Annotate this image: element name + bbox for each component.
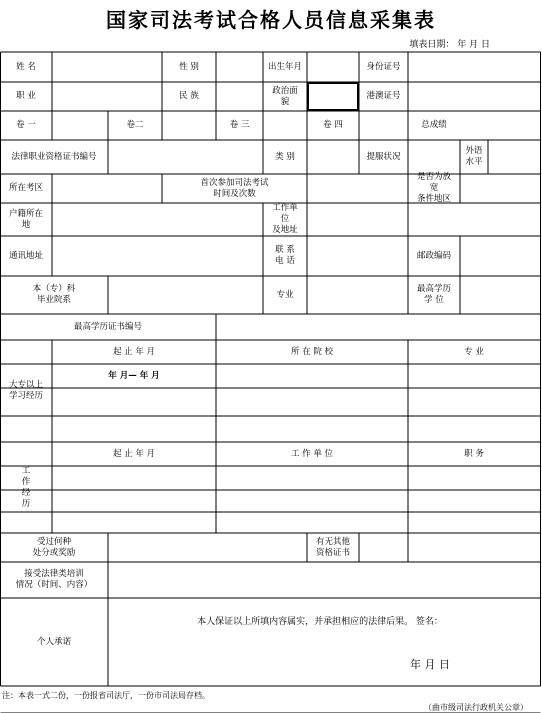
exam-area-label: 所在考区 — [8, 183, 43, 193]
promise-text: 本人保证以上所填内容属实，并承担相应的法律后果。 签名： — [197, 617, 443, 627]
work-unit-header: 工 作 单 位 — [290, 448, 334, 459]
pledge-label: 个人承诺 — [36, 636, 71, 647]
study-experience-label: 大专以上 学习经历 — [8, 380, 43, 401]
category-label: 类 别 — [275, 151, 295, 162]
cert-number-label: 法律职业资格证书编号 — [11, 151, 97, 162]
form-title: 国家司法考试合格人员信息采集表 — [106, 8, 436, 32]
paper2-label: 卷二 — [126, 120, 144, 130]
duty-header: 职 务 — [464, 448, 484, 459]
stamp-note: （曲市级司法行政机关公章） — [424, 703, 528, 712]
selected-cell[interactable] — [307, 82, 359, 111]
phone-label: 联 系 电 话 — [275, 245, 295, 266]
highest-education-label: 最高学历 学 位 — [416, 284, 451, 305]
paper1-label: 卷 一 — [16, 120, 36, 130]
work-unit-label: 工作单 位 及地址 — [272, 203, 298, 235]
work-experience-label: 工 作 经 历 — [21, 465, 31, 509]
paper3-label: 卷 三 — [229, 120, 250, 130]
study-period-header: 起 止 年 月 — [112, 346, 156, 357]
id-number-label: 身份证号 — [366, 61, 401, 72]
first-exam-label: 首次参加司法考试 时间及次数 — [200, 177, 269, 199]
study-major-header: 专 业 — [464, 346, 484, 357]
foreign-language-label: 外语 水平 — [465, 146, 483, 167]
sign-date: 年 月 日 — [410, 658, 450, 671]
hk-pass-label: 港澳证号 — [366, 91, 401, 101]
ethnicity-label: 民 族 — [179, 91, 199, 101]
birth-label: 出生年月 — [267, 61, 302, 72]
politics-label: 政治面 貌 — [272, 85, 298, 107]
relaxed-region-label: 是否为放 宽 条件地区 — [416, 172, 451, 204]
training-label: 接受法律类培训 情况（时间、内容） — [15, 569, 93, 590]
status-label: 提服状况 — [366, 151, 401, 162]
college-label: 本（专）科 毕业院系 — [32, 284, 76, 305]
hukou-label: 户籍所在 地 — [8, 208, 43, 230]
work-period-header: 起 止 年 月 — [112, 448, 156, 459]
highest-cert-label: 最高学历证书编号 — [73, 321, 142, 332]
gender-label: 性 别 — [179, 61, 199, 72]
total-score-label: 总成绩 — [421, 120, 447, 130]
address-label: 通讯地址 — [8, 250, 43, 261]
school-header: 所 在 院 校 — [290, 346, 334, 357]
footnote: 注：本表一式二份，一份报省司法厅，一份市司法局存档。 — [2, 691, 210, 700]
fill-date: 填表日期： 年 月 日 — [409, 40, 490, 50]
postcode-label: 邮政编码 — [416, 250, 451, 261]
paper4-label: 卷 四 — [323, 120, 343, 130]
study-period-first: 年 月— 年 月 — [108, 370, 160, 381]
name-label: 姓 名 — [16, 61, 36, 72]
reward-label: 受过何种 处分或奖励 — [32, 536, 76, 558]
other-cert-label: 有无其他 资格证书 — [315, 536, 350, 558]
major-label: 专业 — [276, 289, 294, 300]
occupation-label: 职 业 — [16, 91, 36, 101]
